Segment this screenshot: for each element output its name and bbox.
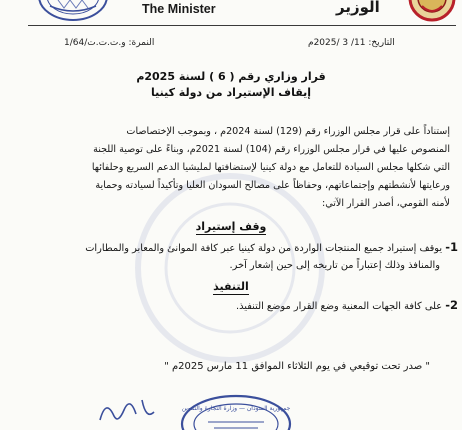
section-heading-text: وقف إستيراد xyxy=(195,220,267,233)
ministry-seal-left-icon xyxy=(36,0,110,22)
preamble-line: التي شكلها مجلس السيادة للتعامل مع دولة كينيا لإستضافتها لمليشيا الدعم السريع وحلفائها xyxy=(91,162,450,173)
section-heading-text: التنفيذ xyxy=(213,280,249,293)
section-heading-execution xyxy=(0,280,462,293)
stamp-text: جمهورية السودان — وزارة التجارة والتموين xyxy=(181,405,291,412)
issued-signature-line: " صدر تحت توقيعي في يوم الثلاثاء الموافق 11 مارس 2025م " xyxy=(164,361,430,372)
section-heading-stop-import xyxy=(0,220,462,233)
decree-subtitle: إيقاف الإستيراد من دولة كينيا xyxy=(150,86,312,99)
handwritten-signature-icon xyxy=(96,390,172,430)
item-2-number: 2- xyxy=(445,298,458,312)
item-2-text: على كافة الجهات المعنية وضع القرار موضع التنفيذ. xyxy=(236,301,443,312)
preamble-line: إستناداً على قرار مجلس الوزراء رقم (129) لسنة 2024م ، وبموجب الإختصاصات xyxy=(126,126,450,137)
minister-title-ar: الوزير xyxy=(336,0,380,16)
state-emblem-icon xyxy=(406,0,458,24)
preamble-line: لأمنه القومي، أصدر القرار الآتي: xyxy=(321,198,450,209)
item-2-line xyxy=(30,298,458,312)
item-1-continuation: والمنافذ وذلك إعتباراً من تاريخه إلى حين إشعار آخر. xyxy=(229,260,440,271)
official-stamp-icon xyxy=(178,392,294,430)
decree-date: التاريخ: 11/ 3 /2025م xyxy=(308,38,395,48)
minister-title-en: The Minister xyxy=(142,2,216,16)
reference-number: النمرة: و.ت.ت.ت/1/64 xyxy=(64,38,155,48)
decree-title: قرار وزاري رقم ( 6 ) لسنة 2025م xyxy=(136,70,326,83)
header-divider xyxy=(28,25,456,26)
preamble-line: ورعايتها لأنشطتهم وإجتماعاتهم، وحفاظاً على مصالح السودان العليا وتأكيداً لسيادته وحماية xyxy=(95,180,450,191)
item-1-text: يوقف إستيراد جميع المنتجات الواردة من دولة كينيا عبر كافة الموانئ والمعابر والمطارات xyxy=(85,243,443,254)
item-1-number: 1- xyxy=(445,240,458,254)
preamble-line: المنصوص عليها في قرار مجلس الوزراء رقم (104) لسنة 2021م، وبناءً على توصية اللجنة xyxy=(93,144,450,155)
item-1-line xyxy=(30,240,458,254)
